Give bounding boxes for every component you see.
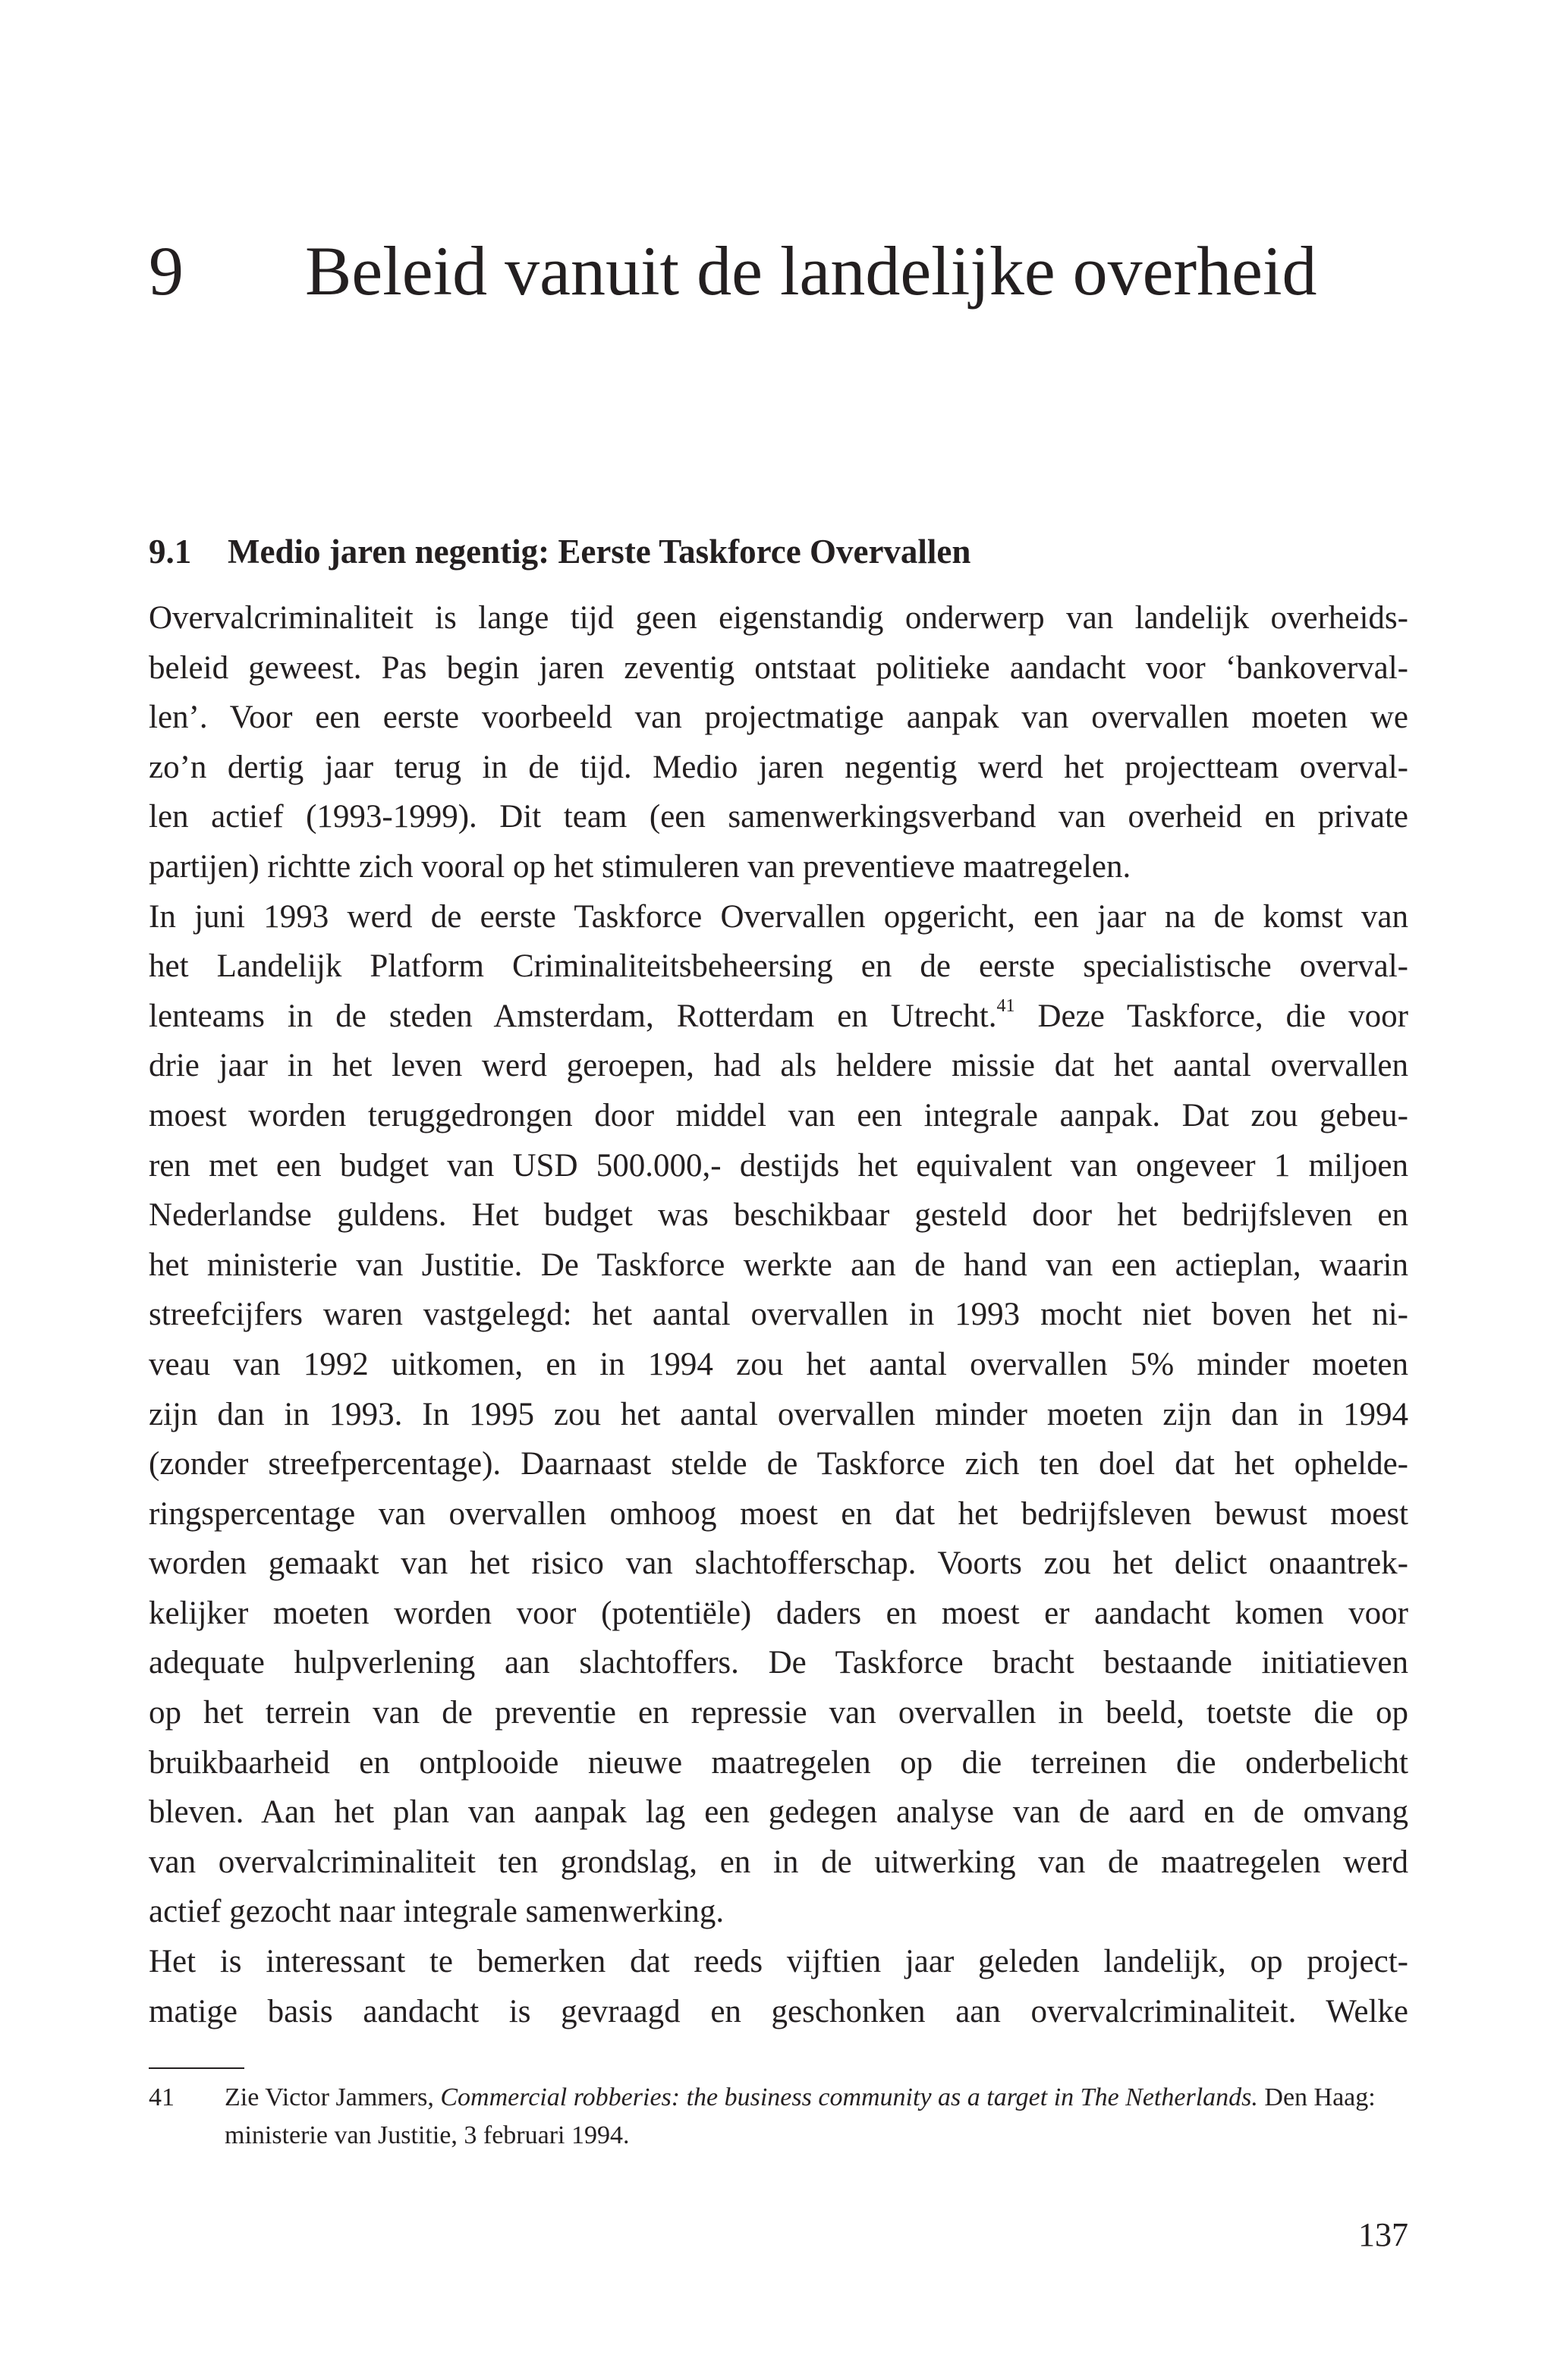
text-line: len’. Voor een eerste voorbeeld van projectmatige aanpak van overvallen moeten we (149, 700, 1408, 736)
footnote-body (225, 2079, 1408, 2155)
paragraph (149, 593, 1408, 892)
text-line: bruikbaarheid en ontplooide nieuwe maatregelen op die terreinen die onderbelicht (149, 1744, 1408, 1781)
chapter-heading (149, 229, 1317, 313)
section-heading (149, 530, 970, 573)
text-line: drie jaar in het leven werd geroepen, had als heldere missie dat het aantal overvallen (149, 1048, 1408, 1084)
text-line: zo’n dertig jaar terug in de tijd. Medio jaren negentig werd het projectteam overval- (149, 749, 1408, 785)
text-line: Nederlandse guldens. Het budget was beschikbaar gesteld door het bedrijfsleven en (149, 1197, 1408, 1234)
text-segment: Deze Taskforce, die voor (1015, 998, 1408, 1034)
text-line: veau van 1992 uitkomen, en in 1994 zou het aantal overvallen 5% minder moeten (149, 1346, 1408, 1382)
text-line: zijn dan in 1993. In 1995 zou het aantal overvallen minder moeten zijn dan in 1994 (149, 1396, 1408, 1432)
text-line: worden gemaakt van het risico van slachtofferschap. Voorts zou het delict onaantrek- (149, 1545, 1408, 1582)
footnote-line: ministerie van Justitie, 3 februari 1994. (225, 2121, 630, 2149)
text-line: ringspercentage van overvallen omhoog moest en dat het bedrijfsleven bewust moest (149, 1495, 1408, 1532)
text-line: op het terrein van de preventie en repressie van overvallen in beeld, toetste die op (149, 1695, 1408, 1731)
footnote-number: 41 (149, 2083, 175, 2111)
text-line: het Landelijk Platform Criminaliteitsbeheersing en de eerste specialistische overval- (149, 948, 1408, 985)
text-line: actief gezocht naar integrale samenwerking. (149, 1894, 725, 1930)
text-line: kelijker moeten worden voor (potentiële) daders en moest er aandacht komen voor (149, 1595, 1408, 1631)
text-line-with-footnote (149, 992, 1408, 1042)
body-text (149, 593, 1408, 2036)
chapter-number: 9 (149, 231, 184, 310)
text-segment: lenteams in de steden Amsterdam, Rotterdam en Utrecht. (149, 998, 997, 1034)
footnote-line (225, 2079, 1408, 2117)
footnote (149, 2079, 1408, 2155)
text-line: streefcijfers waren vastgelegd: het aantal overvallen in 1993 mocht niet boven het ni- (149, 1297, 1408, 1333)
paragraph (149, 1937, 1408, 2036)
footnote-prefix: Zie Victor Jammers, (225, 2083, 441, 2111)
paragraph (149, 892, 1408, 1937)
text-line: adequate hulpverlening aan slachtoffers. De Taskforce bracht bestaande initiatieven (149, 1645, 1408, 1681)
text-line: bleven. Aan het plan van aanpak lag een gedegen analyse van de aard en de omvang (149, 1794, 1408, 1831)
text-line: In juni 1993 werd de eerste Taskforce Overvallen opgericht, een jaar na de komst van (149, 898, 1408, 935)
text-line: ren met een budget van USD 500.000,- destijds het equivalent van ongeveer 1 miljoen (149, 1147, 1408, 1184)
text-line: moest worden teruggedrongen door middel van een integrale aanpak. Dat zou gebeu- (149, 1097, 1408, 1133)
section-number: 9.1 (149, 533, 192, 571)
section-title: Medio jaren negentig: Eerste Taskforce Overvallen (228, 533, 971, 571)
text-line: van overvalcriminaliteit ten grondslag, en in de uitwerking van de maatregelen werd (149, 1844, 1408, 1880)
text-line: het ministerie van Justitie. De Taskforce werkte aan de hand van een actieplan, waarin (149, 1247, 1408, 1283)
text-line: (zonder streefpercentage). Daarnaast stelde de Taskforce zich ten doel dat het ophelde- (149, 1446, 1408, 1482)
text-line: partijen) richtte zich vooral op het stimuleren van preventieve maatregelen. (149, 848, 1131, 885)
text-line: matige basis aandacht is gevraagd en geschonken aan overvalcriminaliteit. Welke (149, 1993, 1408, 2029)
text-line: beleid geweest. Pas begin jaren zeventig ontstaat politieke aandacht voor ‘bankoverval- (149, 649, 1408, 686)
footnote-divider (149, 2067, 244, 2069)
page-number: 137 (1358, 2216, 1408, 2253)
footnote-reference[interactable]: 41 (996, 996, 1015, 1017)
text-line: Overvalcriminaliteit is lange tijd geen eigenstandig onderwerp van landelijk overheids- (149, 600, 1408, 636)
footnote-cited-title: Commercial robberies: the business community as a target in The Netherlands. (440, 2083, 1258, 2111)
footnote-suffix: Den Haag: (1257, 2083, 1376, 2111)
text-line: Het is interessant te bemerken dat reeds vijftien jaar geleden landelijk, op project- (149, 1944, 1408, 1980)
text-line: len actief (1993-1999). Dit team (een samenwerkingsverband van overheid en private (149, 799, 1408, 835)
chapter-title: Beleid vanuit de landelijke overheid (305, 231, 1317, 310)
